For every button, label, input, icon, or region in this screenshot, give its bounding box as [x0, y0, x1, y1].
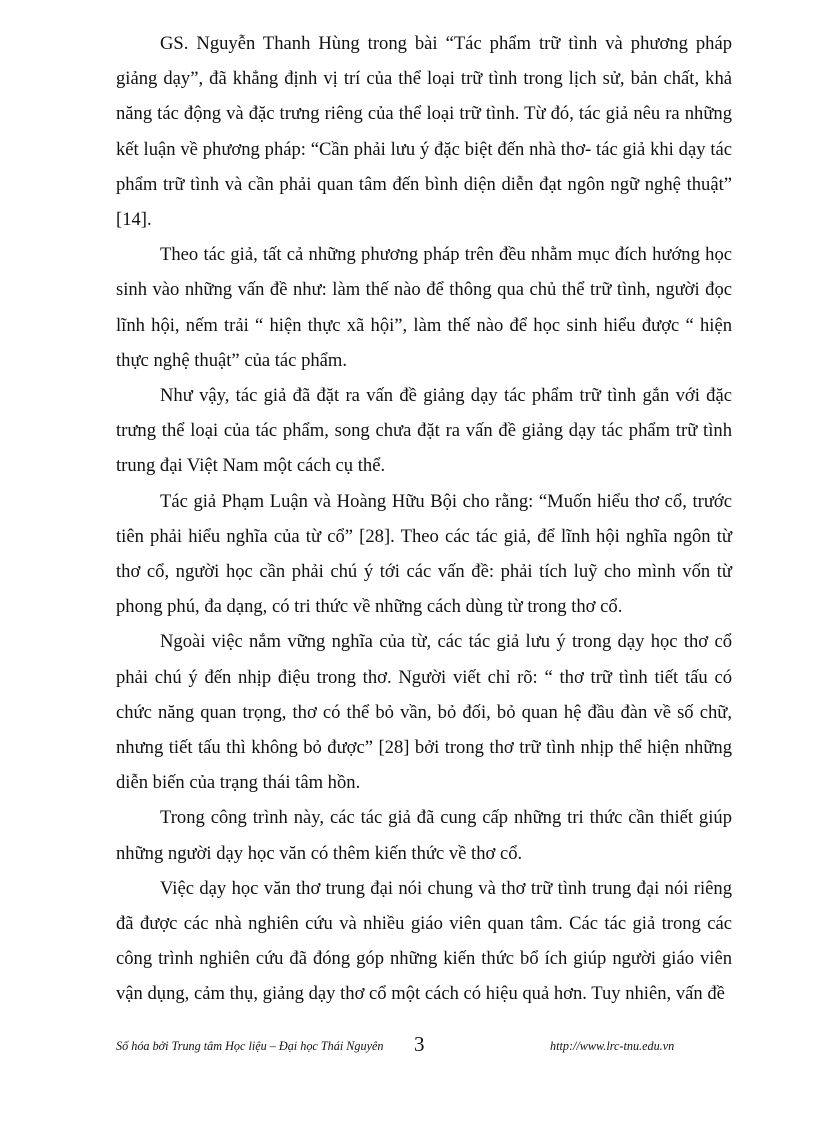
paragraph: Như vậy, tác giả đã đặt ra vấn đề giảng dạy tác phẩm trữ tình gắn với đặc trưng thể loại của tác phẩm, song chưa đặt ra vấn đề giảng dạy tác phẩm trữ tình trung đại Việt Nam một cách cụ thể.: [116, 385, 732, 477]
paragraph: Trong công trình này, các tác giả đã cung cấp những tri thức cần thiết giúp những người dạy học văn có thêm kiến thức về thơ cổ.: [116, 807, 732, 864]
page-footer: [116, 1034, 716, 1058]
page-body: [116, 26, 732, 1012]
paragraph: GS. Nguyễn Thanh Hùng trong bài “Tác phẩm trữ tình và phương pháp giảng dạy”, đã khẳng định vị trí của thể loại trữ tình trong lịch sử, bản chất, khả năng tác động và đặc trưng riêng của thể loại trữ tình. Từ đó, tác giả nêu ra những kết luận về phương pháp: “Cần phải lưu ý đặc biệt đến nhà thơ- tác giả khi dạy tác phẩm trữ tình và cần phải quan tâm đến bình diện diễn đạt ngôn ngữ nghệ thuật” [14].: [116, 33, 732, 231]
footer-digitized-by: Số hóa bởi Trung tâm Học liệu – Đại học Thái Nguyên: [116, 1039, 384, 1053]
paragraph: Việc dạy học văn thơ trung đại nói chung và thơ trữ tình trung đại nói riêng đã được các nhà nghiên cứu và nhiều giáo viên quan tâm. Các tác giả trong các công trình nghiên cứu đã đóng góp những kiến thức bổ ích giúp người giáo viên vận dụng, cảm thụ, giảng dạy thơ cổ một cách có hiệu quả hơn. Tuy nhiên, vấn đề: [116, 877, 732, 1005]
paragraph: Tác giả Phạm Luận và Hoàng Hữu Bội cho rằng: “Muốn hiểu thơ cổ, trước tiên phải hiểu nghĩa của từ cổ” [28]. Theo các tác giả, để lĩnh hội nghĩa ngôn từ thơ cổ, người học cần phải chú ý tới các vấn đề: phải tích luỹ cho mình vốn từ phong phú, đa dạng, có tri thức về những cách dùng từ trong thơ cổ.: [116, 490, 732, 618]
paragraph: Ngoài việc nắm vững nghĩa của từ, các tác giả lưu ý trong dạy học thơ cổ phải chú ý đến nhịp điệu trong thơ. Người viết chỉ rõ: “ thơ trữ tình tiết tấu có chức năng quan trọng, thơ có thể bỏ vần, bỏ đối, bỏ quan hệ đầu đàn về số chữ, nhưng tiết tấu thì không bỏ được” [28] bởi trong thơ trữ tình nhịp thể hiện những diễn biến của trạng thái tâm hồn.: [116, 631, 732, 794]
paragraph: Theo tác giả, tất cả những phương pháp trên đều nhằm mục đích hướng học sinh vào những vấn đề như: làm thế nào để thông qua chủ thể trữ tình, người đọc lĩnh hội, nếm trải “ hiện thực xã hội”, làm thế nào để học sinh hiểu được “ hiện thực nghệ thuật” của tác phẩm.: [116, 244, 732, 371]
footer-url: http://www.lrc-tnu.edu.vn: [550, 1039, 675, 1053]
page-number: 3: [414, 1032, 425, 1056]
